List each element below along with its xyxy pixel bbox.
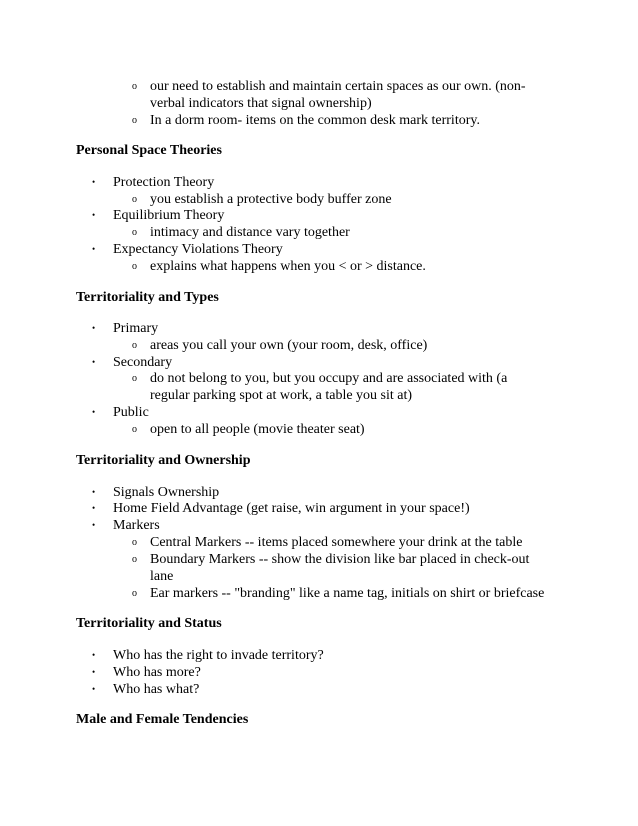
list-item-text: Who has what? <box>113 682 200 697</box>
section-heading: Territoriality and Status <box>76 616 222 631</box>
list-item-text: Home Field Advantage (get raise, win argument in your space!) <box>113 501 470 516</box>
sub-item-text: lane <box>150 569 174 584</box>
sub-item-text: Ear markers -- "branding" like a name tag, initials on shirt or briefcase <box>150 586 545 601</box>
circle-bullet-icon: o <box>132 554 137 565</box>
disc-bullet-icon: • <box>92 177 96 187</box>
list-item-text: verbal indicators that signal ownership) <box>150 96 372 111</box>
circle-bullet-icon: o <box>132 81 137 92</box>
section-heading: Territoriality and Ownership <box>76 453 251 468</box>
sub-item-text: intimacy and distance vary together <box>150 225 350 240</box>
list-item-text: Markers <box>113 518 160 533</box>
list-item-text: Primary <box>113 321 159 336</box>
circle-bullet-icon: o <box>132 588 137 599</box>
sub-item-text: areas you call your own (your room, desk, office) <box>150 338 428 353</box>
disc-bullet-icon: • <box>92 244 96 254</box>
section-heading: Male and Female Tendencies <box>76 712 249 727</box>
circle-bullet-icon: o <box>132 227 137 238</box>
sub-item-text: open to all people (movie theater seat) <box>150 422 365 437</box>
list-item-text: Who has the right to invade territory? <box>113 648 324 663</box>
circle-bullet-icon: o <box>132 424 137 435</box>
section-heading: Territoriality and Types <box>76 290 219 305</box>
list-item-text: Protection Theory <box>113 175 215 190</box>
list-item-text: In a dorm room- items on the common desk mark territory. <box>150 113 480 128</box>
circle-bullet-icon: o <box>132 340 137 351</box>
disc-bullet-icon: • <box>92 487 96 497</box>
circle-bullet-icon: o <box>132 373 137 384</box>
sub-item-text: you establish a protective body buffer zone <box>150 192 392 207</box>
circle-bullet-icon: o <box>132 537 137 548</box>
sub-item-text: regular parking spot at work, a table you sit at) <box>150 388 413 403</box>
sub-item-text: explains what happens when you < or > distance. <box>150 259 426 274</box>
sub-item-text: Boundary Markers -- show the division like bar placed in check-out <box>150 552 530 567</box>
circle-bullet-icon: o <box>132 115 137 126</box>
circle-bullet-icon: o <box>132 261 137 272</box>
list-item-text: Equilibrium Theory <box>113 208 225 223</box>
disc-bullet-icon: • <box>92 357 96 367</box>
list-item-text: Public <box>113 405 149 420</box>
list-item-text: Who has more? <box>113 665 201 680</box>
disc-bullet-icon: • <box>92 684 96 694</box>
disc-bullet-icon: • <box>92 503 96 513</box>
sub-item-text: Central Markers -- items placed somewhere your drink at the table <box>150 535 523 550</box>
disc-bullet-icon: • <box>92 323 96 333</box>
list-item-text: Secondary <box>113 355 173 370</box>
disc-bullet-icon: • <box>92 407 96 417</box>
list-item-text: Signals Ownership <box>113 485 220 500</box>
sub-item-text: do not belong to you, but you occupy and are associated with (a <box>150 371 508 386</box>
disc-bullet-icon: • <box>92 520 96 530</box>
circle-bullet-icon: o <box>132 194 137 205</box>
list-item-text: Expectancy Violations Theory <box>113 242 283 257</box>
disc-bullet-icon: • <box>92 667 96 677</box>
disc-bullet-icon: • <box>92 210 96 220</box>
list-item-text: our need to establish and maintain certain spaces as our own. (non- <box>150 79 526 94</box>
disc-bullet-icon: • <box>92 650 96 660</box>
section-heading: Personal Space Theories <box>76 143 222 158</box>
